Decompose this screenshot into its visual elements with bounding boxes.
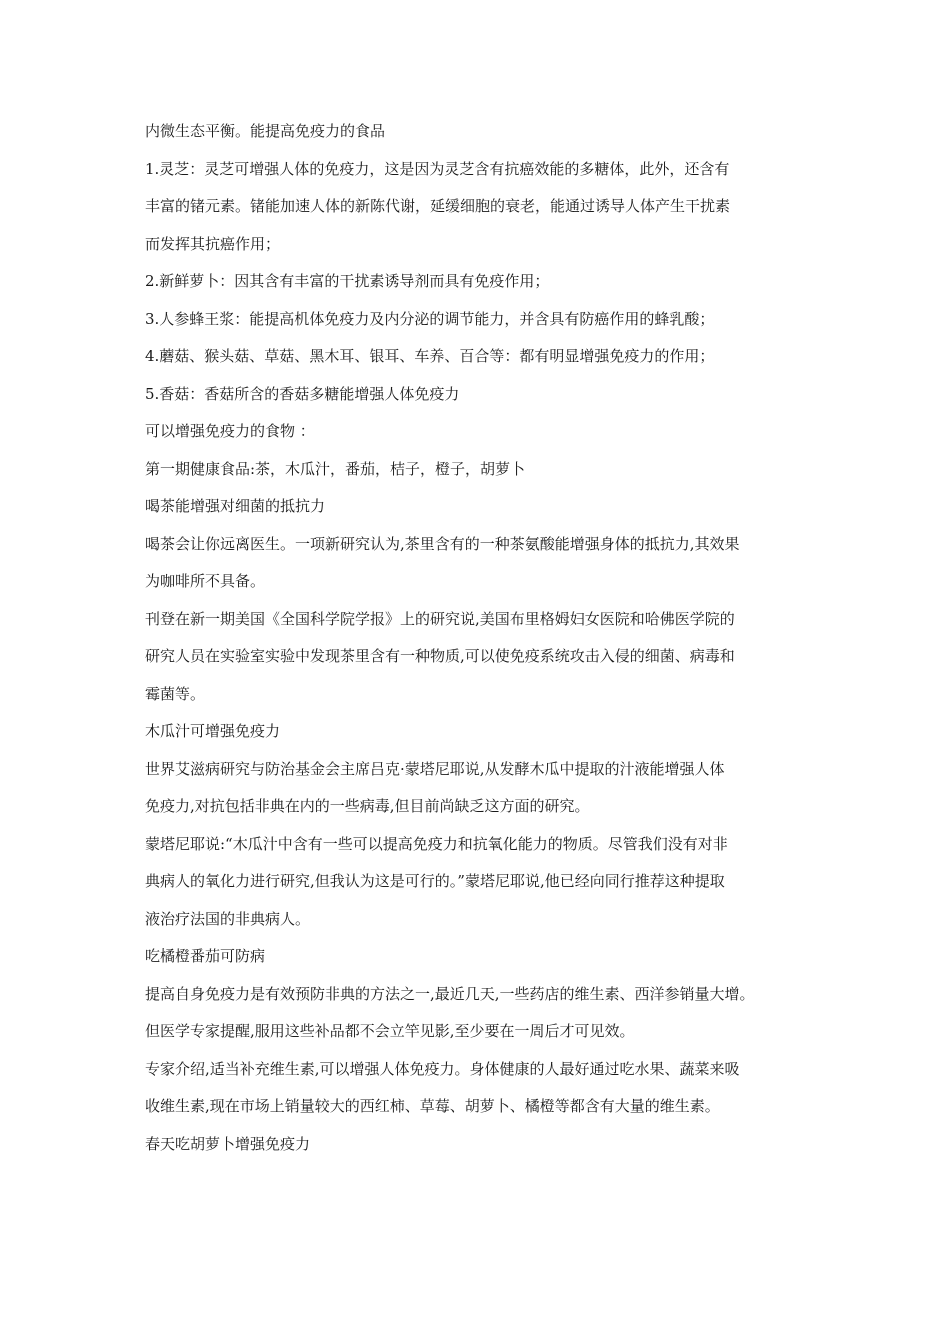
- text-line: 3.人参蜂王浆：能提高机体免疫力及内分泌的调节能力，并含具有防癌作用的蜂乳酸；: [145, 309, 715, 328]
- text-line: 第一期健康食品:茶，木瓜汁，番茄，桔子，橙子，胡萝卜: [145, 459, 526, 478]
- document-body: [145, 120, 815, 1170]
- text-line: 提高自身免疫力是有效预防非典的方法之一,最近几天,一些药店的维生素、西洋参销量大增。: [145, 984, 755, 1003]
- text-line: 研究人员在实验室实验中发现茶里含有一种物质,可以使免疫系统攻击入侵的细菌、病毒和: [145, 647, 735, 665]
- text-line: 4.蘑菇、猴头菇、草菇、黑木耳、银耳、车养、百合等：都有明显增强免疫力的作用；: [145, 347, 715, 365]
- text-line: 而发挥其抗癌作用；: [145, 234, 281, 253]
- text-line: 内微生态平衡。能提高免疫力的食品: [145, 122, 386, 140]
- text-line: 霉菌等。: [145, 684, 206, 703]
- section-heading: 吃橘橙番茄可防病: [145, 947, 266, 965]
- section-heading: 喝茶能增强对细菌的抵抗力: [145, 497, 326, 515]
- text-line: 1.灵芝：灵芝可增强人体的免疫力，这是因为灵芝含有抗癌效能的多糖体，此外，还含有: [145, 159, 730, 178]
- text-line: 刊登在新一期美国《全国科学院学报》上的研究说,美国布里格姆妇女医院和哈佛医学院的: [145, 609, 735, 628]
- text-line: 喝茶会让你远离医生。一项新研究认为,茶里含有的一种茶氨酸能增强身体的抵抗力,其效果: [145, 534, 740, 553]
- text-line: 液治疗法国的非典病人。: [145, 909, 311, 928]
- section-heading: 春天吃胡萝卜增强免疫力: [145, 1134, 311, 1153]
- text-line: 可以增强免疫力的食物 ：: [145, 422, 315, 440]
- text-line: 2.新鲜萝卜：因其含有丰富的干扰素诱导剂而具有免疫作用；: [145, 272, 550, 290]
- text-line: 收维生素,现在市场上销量较大的西红柿、草莓、胡萝卜、橘橙等都含有大量的维生素。: [145, 1097, 720, 1115]
- text-line: 但医学专家提醒,服用这些补品都不会立竿见影,至少要在一周后才可见效。: [145, 1022, 635, 1040]
- text-line: 为咖啡所不具备。: [145, 572, 266, 590]
- text-line: 5.香菇：香菇所含的香菇多糖能增强人体免疫力: [145, 384, 460, 403]
- text-line: 蒙塔尼耶说:“木瓜汁中含有一些可以提高免疫力和抗氧化能力的物质。尽管我们没有对非: [145, 834, 728, 853]
- text-line: 世界艾滋病研究与防治基金会主席吕克·蒙塔尼耶说,从发酵木瓜中提取的汁液能增强人体: [145, 759, 725, 778]
- section-heading: 木瓜汁可增强免疫力: [145, 722, 281, 740]
- text-line: 丰富的锗元素。锗能加速人体的新陈代谢，延缓细胞的衰老，能通过诱导人体产生干扰素: [145, 197, 731, 215]
- text-line: 专家介绍,适当补充维生素,可以增强人体免疫力。身体健康的人最好通过吃水果、蔬菜来吸: [145, 1059, 740, 1078]
- text-line: 免疫力,对抗包括非典在内的一些病毒,但目前尚缺乏这方面的研究。: [145, 797, 590, 815]
- text-line: 典病人的氧化力进行研究,但我认为这是可行的。”蒙塔尼耶说,他已经向同行推荐这种提取: [145, 872, 725, 890]
